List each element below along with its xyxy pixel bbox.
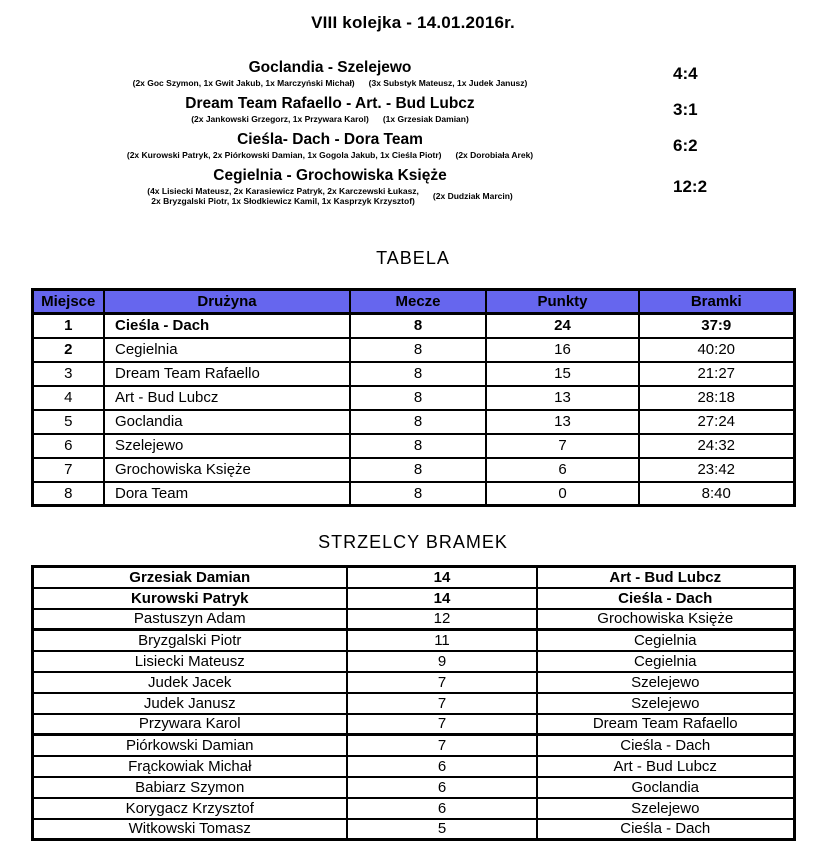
scorer-row bbox=[32, 693, 794, 714]
home-scorers bbox=[147, 186, 419, 206]
league-table-title: TABELA bbox=[376, 248, 450, 268]
header-druzyna: Drużyna bbox=[104, 290, 350, 314]
cell-player: Bryzgalski Piotr bbox=[32, 630, 347, 651]
cell-team: Cegielnia bbox=[537, 630, 794, 651]
scorer-row bbox=[32, 798, 794, 819]
cell-team: Grochowiska Księże bbox=[537, 609, 794, 630]
cell-team: Goclandia bbox=[537, 777, 794, 798]
cell-points: 0 bbox=[486, 482, 639, 506]
cell-player: Piórkowski Damian bbox=[32, 735, 347, 756]
cell-player: Kurowski Patryk bbox=[32, 588, 347, 609]
table-row bbox=[32, 386, 794, 410]
cell-goal-count: 6 bbox=[347, 798, 537, 819]
cell-team: Dora Team bbox=[104, 482, 350, 506]
cell-player: Korygacz Krzysztof bbox=[32, 798, 347, 819]
cell-goals: 8:40 bbox=[639, 482, 794, 506]
match-main bbox=[0, 167, 660, 206]
cell-matches: 8 bbox=[350, 314, 486, 338]
scorer-row bbox=[32, 588, 794, 609]
cell-goals: 24:32 bbox=[639, 434, 794, 458]
match-score: 12:2 bbox=[673, 176, 708, 196]
cell-player: Babiarz Szymon bbox=[32, 777, 347, 798]
cell-team: Szelejewo bbox=[104, 434, 350, 458]
cell-team: Szelejewo bbox=[537, 672, 794, 693]
cell-goal-count: 14 bbox=[347, 567, 537, 588]
scorer-row bbox=[32, 756, 794, 777]
home-scorers: (2x Kurowski Patryk, 2x Piórkowski Damian, 1x Gogola Jakub, 1x Cieśla Piotr) bbox=[126, 150, 442, 160]
cell-goals: 27:24 bbox=[639, 410, 794, 434]
cell-team: Goclandia bbox=[104, 410, 350, 434]
table-row bbox=[32, 482, 794, 506]
match-scorers bbox=[0, 78, 660, 88]
cell-goals: 37:9 bbox=[639, 314, 794, 338]
match-teams: Cegielnia - Grochowiska Księże bbox=[213, 167, 447, 184]
round-title: VIII kolejka - 14.01.2016r. bbox=[311, 13, 515, 32]
table-row bbox=[32, 338, 794, 362]
cell-team: Art - Bud Lubcz bbox=[537, 756, 794, 777]
match-teams: Goclandia - Szelejewo bbox=[248, 59, 412, 76]
cell-team: Szelejewo bbox=[537, 798, 794, 819]
cell-team: Dream Team Rafaello bbox=[104, 362, 350, 386]
cell-player: Przywara Karol bbox=[32, 714, 347, 735]
cell-player: Lisiecki Mateusz bbox=[32, 651, 347, 672]
scorer-row bbox=[32, 567, 794, 588]
scorer-row bbox=[32, 609, 794, 630]
scorer-row bbox=[32, 672, 794, 693]
cell-place: 5 bbox=[32, 410, 104, 434]
match-row bbox=[0, 167, 826, 206]
table-row bbox=[32, 362, 794, 386]
match-teams: Cieśla- Dach - Dora Team bbox=[237, 131, 423, 148]
home-scorers: (2x Jankowski Grzegorz, 1x Przywara Karol) bbox=[191, 114, 369, 124]
match-main bbox=[0, 95, 660, 124]
cell-place: 3 bbox=[32, 362, 104, 386]
match-score: 4:4 bbox=[673, 63, 698, 83]
match-row bbox=[0, 59, 826, 88]
cell-team: Art - Bud Lubcz bbox=[537, 567, 794, 588]
cell-goal-count: 9 bbox=[347, 651, 537, 672]
scorers-table bbox=[31, 565, 796, 841]
scorer-row bbox=[32, 651, 794, 672]
table-row bbox=[32, 314, 794, 338]
cell-matches: 8 bbox=[350, 338, 486, 362]
cell-place: 6 bbox=[32, 434, 104, 458]
cell-goal-count: 5 bbox=[347, 819, 537, 840]
cell-points: 7 bbox=[486, 434, 639, 458]
scorer-row bbox=[32, 714, 794, 735]
cell-points: 13 bbox=[486, 386, 639, 410]
cell-points: 24 bbox=[486, 314, 639, 338]
cell-matches: 8 bbox=[350, 458, 486, 482]
cell-team: Cegielnia bbox=[537, 651, 794, 672]
cell-team: Cieśla - Dach bbox=[104, 314, 350, 338]
cell-team: Art - Bud Lubcz bbox=[104, 386, 350, 410]
cell-goals: 40:20 bbox=[639, 338, 794, 362]
scorer-row bbox=[32, 777, 794, 798]
cell-team: Cieśla - Dach bbox=[537, 819, 794, 840]
cell-player: Grzesiak Damian bbox=[32, 567, 347, 588]
away-scorers: (2x Dorobiała Arek) bbox=[455, 150, 534, 160]
cell-player: Judek Janusz bbox=[32, 693, 347, 714]
match-row bbox=[0, 131, 826, 160]
cell-place: 4 bbox=[32, 386, 104, 410]
cell-matches: 8 bbox=[350, 410, 486, 434]
match-teams: Dream Team Rafaello - Art. - Bud Lubcz bbox=[185, 95, 475, 112]
away-scorers: (3x Substyk Mateusz, 1x Judek Janusz) bbox=[368, 78, 528, 88]
league-table bbox=[31, 288, 796, 507]
scorers-table-title: STRZELCY BRAMEK bbox=[318, 532, 508, 552]
scorer-row bbox=[32, 735, 794, 756]
cell-place: 8 bbox=[32, 482, 104, 506]
cell-goals: 28:18 bbox=[639, 386, 794, 410]
cell-matches: 8 bbox=[350, 482, 486, 506]
cell-points: 16 bbox=[486, 338, 639, 362]
cell-matches: 8 bbox=[350, 362, 486, 386]
away-scorers: (2x Dudziak Marcin) bbox=[432, 191, 513, 201]
header-miejsce: Miejsce bbox=[32, 290, 104, 314]
cell-goal-count: 12 bbox=[347, 609, 537, 630]
match-results bbox=[0, 59, 826, 206]
cell-matches: 8 bbox=[350, 434, 486, 458]
cell-team: Grochowiska Księże bbox=[104, 458, 350, 482]
cell-place: 2 bbox=[32, 338, 104, 362]
match-scorers bbox=[0, 186, 660, 206]
home-scorers-line2: 2x Bryzgalski Piotr, 1x Słodkiewicz Kamil, 1x Kasprzyk Krzysztof) bbox=[151, 196, 415, 206]
header-punkty: Punkty bbox=[486, 290, 639, 314]
cell-points: 13 bbox=[486, 410, 639, 434]
cell-goal-count: 6 bbox=[347, 756, 537, 777]
cell-player: Pastuszyn Adam bbox=[32, 609, 347, 630]
cell-goal-count: 7 bbox=[347, 693, 537, 714]
league-table-header-row bbox=[32, 290, 794, 314]
scorer-row bbox=[32, 630, 794, 651]
cell-goals: 23:42 bbox=[639, 458, 794, 482]
match-score: 3:1 bbox=[673, 99, 698, 119]
cell-points: 15 bbox=[486, 362, 639, 386]
cell-matches: 8 bbox=[350, 386, 486, 410]
cell-team: Cieśla - Dach bbox=[537, 735, 794, 756]
header-mecze: Mecze bbox=[350, 290, 486, 314]
scorer-row bbox=[32, 819, 794, 840]
table-row bbox=[32, 458, 794, 482]
cell-team: Dream Team Rafaello bbox=[537, 714, 794, 735]
cell-goal-count: 6 bbox=[347, 777, 537, 798]
cell-player: Frąckowiak Michał bbox=[32, 756, 347, 777]
cell-goal-count: 14 bbox=[347, 588, 537, 609]
cell-goals: 21:27 bbox=[639, 362, 794, 386]
match-main bbox=[0, 131, 660, 160]
match-main bbox=[0, 59, 660, 88]
table-row bbox=[32, 410, 794, 434]
match-row bbox=[0, 95, 826, 124]
match-scorers bbox=[0, 114, 660, 124]
header-bramki: Bramki bbox=[639, 290, 794, 314]
cell-goal-count: 7 bbox=[347, 735, 537, 756]
cell-place: 7 bbox=[32, 458, 104, 482]
cell-place: 1 bbox=[32, 314, 104, 338]
cell-goal-count: 7 bbox=[347, 714, 537, 735]
cell-points: 6 bbox=[486, 458, 639, 482]
match-scorers bbox=[0, 150, 660, 160]
home-scorers: (2x Goc Szymon, 1x Gwit Jakub, 1x Marczyński Michał) bbox=[132, 78, 355, 88]
home-scorers-line1: (4x Lisiecki Mateusz, 2x Karasiewicz Patryk, 2x Karczewski Łukasz, bbox=[147, 186, 419, 196]
cell-goal-count: 11 bbox=[347, 630, 537, 651]
table-row bbox=[32, 434, 794, 458]
cell-player: Judek Jacek bbox=[32, 672, 347, 693]
cell-team: Szelejewo bbox=[537, 693, 794, 714]
cell-player: Witkowski Tomasz bbox=[32, 819, 347, 840]
cell-team: Cieśla - Dach bbox=[537, 588, 794, 609]
cell-team: Cegielnia bbox=[104, 338, 350, 362]
cell-goal-count: 7 bbox=[347, 672, 537, 693]
match-score: 6:2 bbox=[673, 135, 698, 155]
away-scorers: (1x Grzesiak Damian) bbox=[382, 114, 469, 124]
